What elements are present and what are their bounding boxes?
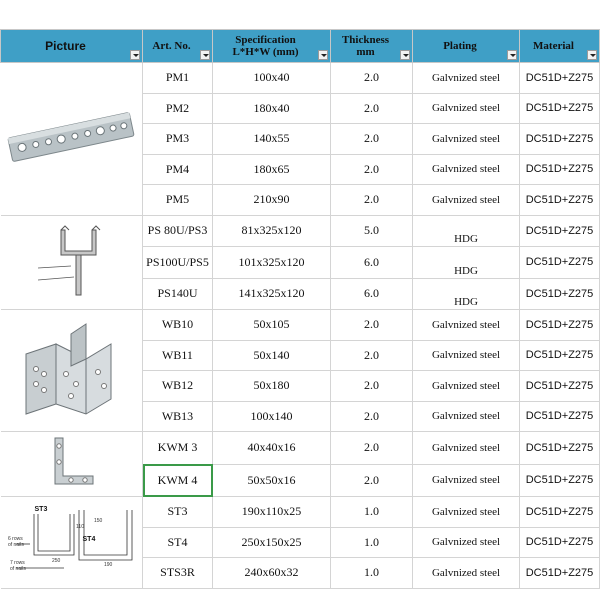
material-cell[interactable]: DC51D+Z275 [520, 371, 600, 402]
table-row[interactable] [1, 497, 600, 528]
header-thickness [331, 30, 413, 63]
material-cell[interactable]: DC51D+Z275 [520, 310, 600, 341]
thickness-cell[interactable]: 5.0 [331, 215, 413, 247]
material-cell[interactable]: DC51D+Z275 [520, 93, 600, 124]
product-image-cell[interactable] [1, 63, 143, 216]
product-image-cell[interactable] [1, 310, 143, 432]
drawing-label: ST3 [34, 506, 48, 514]
spec-cell[interactable]: 50x180 [213, 371, 331, 402]
art-no-cell[interactable]: PM2 [143, 93, 213, 124]
spec-cell[interactable]: 210x90 [213, 185, 331, 216]
drawing-label: ST4 [82, 536, 96, 544]
material-cell[interactable]: DC51D+Z275 [520, 497, 600, 528]
plating-cell[interactable]: Galvnized steel [413, 310, 520, 341]
spec-cell[interactable]: 180x40 [213, 93, 331, 124]
plating-cell[interactable]: Galvnized steel [413, 185, 520, 216]
material-cell[interactable]: DC51D+Z275 [520, 464, 600, 497]
spec-cell[interactable]: 250x150x25 [213, 527, 331, 558]
header-material-label: Material [533, 40, 574, 52]
filter-dropdown-icon[interactable] [400, 50, 410, 60]
spec-cell[interactable]: 240x60x32 [213, 558, 331, 589]
art-no-cell[interactable]: PS140U [143, 278, 213, 310]
header-art-no-label: Art. No. [152, 40, 191, 52]
spec-cell[interactable]: 81x325x120 [213, 215, 331, 247]
spec-cell[interactable]: 100x140 [213, 401, 331, 432]
plating-cell[interactable]: HDG [413, 215, 520, 247]
art-no-cell[interactable]: ST3 [143, 497, 213, 528]
thickness-cell[interactable]: 2.0 [331, 340, 413, 371]
post-base-u-bracket-image [1, 220, 143, 304]
thickness-cell[interactable]: 1.0 [331, 497, 413, 528]
spec-cell[interactable]: 101x325x120 [213, 247, 331, 279]
svg-text:of nails: of nails [9, 566, 26, 573]
svg-text:150: 150 [93, 518, 103, 525]
svg-text:110: 110 [75, 524, 84, 531]
thickness-cell[interactable]: 2.0 [331, 401, 413, 432]
filter-dropdown-icon[interactable] [318, 50, 328, 60]
plating-cell[interactable]: HDG [413, 247, 520, 279]
joist-hanger-bracket-image [1, 314, 143, 428]
art-no-cell[interactable]: PS100U/PS5 [143, 247, 213, 279]
header-row [1, 30, 600, 63]
spec-cell[interactable]: 141x325x120 [213, 278, 331, 310]
plating-cell[interactable]: Galvnized steel [413, 371, 520, 402]
thickness-cell[interactable]: 6.0 [331, 278, 413, 310]
plating-cell[interactable]: Galvnized steel [413, 527, 520, 558]
header-art-no [143, 30, 213, 63]
thickness-cell[interactable]: 2.0 [331, 63, 413, 94]
thickness-cell[interactable]: 1.0 [331, 527, 413, 558]
strap-hanger-drawing-image [1, 500, 143, 584]
spec-cell[interactable]: 100x40 [213, 63, 331, 94]
material-cell[interactable]: DC51D+Z275 [520, 558, 600, 589]
selected-cell[interactable]: KWM 4 [143, 464, 213, 497]
product-image-cell[interactable] [1, 497, 143, 589]
product-image-cell[interactable] [1, 432, 143, 497]
header-plating-label: Plating [443, 40, 477, 52]
plating-cell[interactable]: Galvnized steel [413, 63, 520, 94]
material-cell[interactable]: DC51D+Z275 [520, 278, 600, 310]
art-no-cell[interactable]: PS 80U/PS3 [143, 215, 213, 247]
thickness-cell[interactable]: 2.0 [331, 93, 413, 124]
filter-dropdown-icon[interactable] [507, 50, 517, 60]
art-no-cell[interactable]: ST4 [143, 527, 213, 558]
plating-cell[interactable]: Galvnized steel [413, 340, 520, 371]
plating-cell[interactable]: Galvnized steel [413, 154, 520, 185]
art-no-cell[interactable]: WB10 [143, 310, 213, 341]
header-picture-label: Picture [45, 39, 86, 53]
thickness-cell[interactable]: 6.0 [331, 247, 413, 279]
thickness-cell[interactable]: 1.0 [331, 558, 413, 589]
material-cell[interactable]: DC51D+Z275 [520, 340, 600, 371]
header-spec-label: Specification L*H*W (mm) [232, 34, 299, 58]
filter-dropdown-icon[interactable] [200, 50, 210, 60]
thickness-cell[interactable]: 2.0 [331, 310, 413, 341]
table-row[interactable] [1, 63, 600, 94]
thickness-cell[interactable]: 2.0 [331, 185, 413, 216]
thickness-cell[interactable]: 2.0 [331, 154, 413, 185]
material-cell[interactable]: DC51D+Z275 [520, 401, 600, 432]
art-no-cell[interactable]: PM5 [143, 185, 213, 216]
product-table [0, 29, 600, 589]
art-no-cell[interactable]: PM3 [143, 124, 213, 155]
spec-cell[interactable]: 180x65 [213, 154, 331, 185]
art-no-cell[interactable]: WB12 [143, 371, 213, 402]
spec-cell[interactable]: 50x105 [213, 310, 331, 341]
material-cell[interactable]: DC51D+Z275 [520, 215, 600, 247]
material-cell[interactable]: DC51D+Z275 [520, 527, 600, 558]
svg-text:6 rows: 6 rows [7, 536, 23, 543]
spec-cell[interactable]: 140x55 [213, 124, 331, 155]
thickness-cell[interactable]: 2.0 [331, 432, 413, 465]
material-cell[interactable]: DC51D+Z275 [520, 247, 600, 279]
art-no-cell[interactable]: KWM 3 [143, 432, 213, 465]
table-row[interactable] [1, 432, 600, 465]
header-thickness-label: Thickness mm [341, 34, 390, 58]
perforated-flat-plate-image [1, 107, 143, 171]
product-image-cell[interactable] [1, 215, 143, 310]
thickness-cell[interactable]: 2.0 [331, 371, 413, 402]
table-row[interactable] [1, 215, 600, 247]
spec-cell[interactable]: 50x140 [213, 340, 331, 371]
plating-cell[interactable]: Galvnized steel [413, 432, 520, 465]
header-picture [1, 30, 143, 63]
table-body [1, 63, 600, 589]
header-plating [413, 30, 520, 63]
material-cell[interactable]: DC51D+Z275 [520, 432, 600, 465]
spec-cell[interactable]: 50x50x16 [213, 464, 331, 497]
art-no-cell[interactable]: STS3R [143, 558, 213, 589]
filter-dropdown-icon[interactable] [587, 50, 597, 60]
header-spec [213, 30, 331, 63]
plating-cell[interactable]: Galvnized steel [413, 558, 520, 589]
plating-cell[interactable]: Galvnized steel [413, 497, 520, 528]
svg-text:of nails: of nails [7, 542, 24, 549]
table-row[interactable] [1, 310, 600, 341]
material-cell[interactable]: DC51D+Z275 [520, 154, 600, 185]
plating-cell[interactable]: Galvnized steel [413, 124, 520, 155]
thickness-cell[interactable]: 2.0 [331, 124, 413, 155]
svg-text:7 rows: 7 rows [9, 560, 25, 567]
material-cell[interactable]: DC51D+Z275 [520, 185, 600, 216]
art-no-cell[interactable]: WB13 [143, 401, 213, 432]
svg-text:250: 250 [51, 558, 61, 565]
angle-bracket-image [1, 432, 143, 496]
art-no-cell[interactable]: PM4 [143, 154, 213, 185]
spec-cell[interactable]: 190x110x25 [213, 497, 331, 528]
thickness-cell[interactable]: 2.0 [331, 464, 413, 497]
plating-cell[interactable]: Galvnized steel [413, 401, 520, 432]
spec-cell[interactable]: 40x40x16 [213, 432, 331, 465]
header-material [520, 30, 600, 63]
filter-dropdown-icon[interactable] [130, 50, 140, 60]
plating-cell[interactable]: HDG [413, 278, 520, 310]
plating-cell[interactable]: Galvnized steel [413, 93, 520, 124]
material-cell[interactable]: DC51D+Z275 [520, 63, 600, 94]
art-no-cell[interactable]: WB11 [143, 340, 213, 371]
plating-cell[interactable]: Galvnized steel [413, 464, 520, 497]
svg-text:190: 190 [103, 562, 113, 569]
art-no-cell[interactable]: PM1 [143, 63, 213, 94]
material-cell[interactable]: DC51D+Z275 [520, 124, 600, 155]
